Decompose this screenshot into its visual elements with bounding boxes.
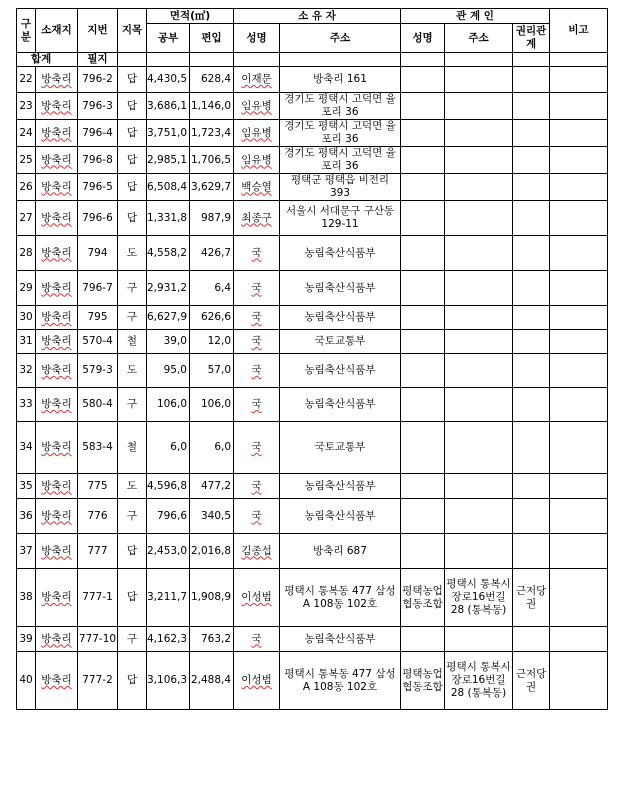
row-rel-right (513, 474, 550, 499)
row-location: 방축리 (36, 388, 78, 422)
row-rel-addr (445, 201, 513, 236)
row-owner-name: 백승열 (234, 174, 280, 201)
row-remark (550, 147, 608, 174)
row-rel-addr: 평택시 통복시장로16번길 28 (통복동) (445, 569, 513, 627)
row-area-total: 4,430,5 (147, 67, 190, 93)
row-owner-addr: 농림축산식품부 (280, 627, 401, 652)
row-rel-right (513, 627, 550, 652)
row-area-total: 1,331,8 (147, 201, 190, 236)
row-lot: 796-7 (78, 271, 118, 306)
row-owner-name: 이성범 (234, 652, 280, 710)
row-rel-name (401, 354, 445, 388)
row-owner-addr: 방축리 161 (280, 67, 401, 93)
row-area-incl: 1,706,5 (190, 147, 234, 174)
row-number: 28 (17, 236, 36, 271)
row-rel-right (513, 330, 550, 354)
row-owner-addr: 농림축산식품부 (280, 474, 401, 499)
header-area-incl: 편입 (190, 24, 234, 53)
row-owner-addr: 경기도 평택시 고덕면 율포리 36 (280, 120, 401, 147)
row-rel-addr (445, 627, 513, 652)
row-owner-name: 이성범 (234, 569, 280, 627)
row-area-incl: 2,016,8 (190, 534, 234, 569)
row-lot: 796-6 (78, 201, 118, 236)
table-row (17, 330, 608, 354)
row-rel-addr: 평택시 통복시장로16번길 28 (통복동) (445, 652, 513, 710)
row-location: 방축리 (36, 330, 78, 354)
row-owner-name: 국 (234, 306, 280, 330)
row-category: 구 (118, 306, 147, 330)
row-remark (550, 67, 608, 93)
row-owner-name: 국 (234, 474, 280, 499)
row-number: 25 (17, 147, 36, 174)
row-rel-right (513, 67, 550, 93)
row-rel-addr (445, 499, 513, 534)
row-area-incl: 763,2 (190, 627, 234, 652)
row-rel-addr (445, 67, 513, 93)
row-number: 36 (17, 499, 36, 534)
row-category: 구 (118, 388, 147, 422)
header-owner-addr: 주소 (280, 24, 401, 53)
row-number: 29 (17, 271, 36, 306)
row-remark (550, 330, 608, 354)
row-rel-addr (445, 147, 513, 174)
row-area-incl: 2,488,4 (190, 652, 234, 710)
row-rel-addr (445, 93, 513, 120)
row-owner-addr: 국토교통부 (280, 422, 401, 474)
row-rel-addr (445, 388, 513, 422)
row-owner-addr: 서울시 서대문구 구산동 129-11 (280, 201, 401, 236)
table-row (17, 271, 608, 306)
table-row (17, 147, 608, 174)
row-number: 34 (17, 422, 36, 474)
row-remark (550, 422, 608, 474)
header-related: 관 계 인 (401, 9, 550, 24)
row-category: 구 (118, 627, 147, 652)
row-owner-name: 국 (234, 499, 280, 534)
summary-count: 필지 (78, 53, 118, 67)
row-area-total: 6,508,4 (147, 174, 190, 201)
row-number: 27 (17, 201, 36, 236)
row-owner-name: 최종구 (234, 201, 280, 236)
row-owner-addr: 농림축산식품부 (280, 499, 401, 534)
row-area-incl: 1,723,4 (190, 120, 234, 147)
row-number: 35 (17, 474, 36, 499)
row-owner-name: 김종섭 (234, 534, 280, 569)
row-rel-name (401, 67, 445, 93)
row-category: 답 (118, 201, 147, 236)
row-rel-name: 평택농업협동조합 (401, 652, 445, 710)
table-row (17, 534, 608, 569)
row-rel-name (401, 236, 445, 271)
row-area-total: 6,627,9 (147, 306, 190, 330)
row-location: 방축리 (36, 147, 78, 174)
row-owner-name: 임유병 (234, 120, 280, 147)
row-rel-name (401, 422, 445, 474)
row-owner-addr: 농림축산식품부 (280, 388, 401, 422)
row-number: 40 (17, 652, 36, 710)
row-owner-name: 이재문 (234, 67, 280, 93)
row-area-incl: 477,2 (190, 474, 234, 499)
row-category: 답 (118, 652, 147, 710)
row-owner-addr: 농림축산식품부 (280, 306, 401, 330)
row-number: 30 (17, 306, 36, 330)
row-location: 방축리 (36, 627, 78, 652)
row-rel-right (513, 354, 550, 388)
summary-row (17, 53, 608, 67)
row-lot: 796-5 (78, 174, 118, 201)
row-location: 방축리 (36, 201, 78, 236)
row-category: 도 (118, 354, 147, 388)
row-area-total: 6,0 (147, 422, 190, 474)
row-number: 32 (17, 354, 36, 388)
row-owner-name: 임유병 (234, 147, 280, 174)
row-rel-addr (445, 422, 513, 474)
row-area-total: 2,453,0 (147, 534, 190, 569)
row-location: 방축리 (36, 569, 78, 627)
row-rel-name (401, 271, 445, 306)
row-number: 38 (17, 569, 36, 627)
row-rel-name (401, 306, 445, 330)
row-owner-name: 국 (234, 236, 280, 271)
row-owner-addr: 농림축산식품부 (280, 236, 401, 271)
row-lot: 796-3 (78, 93, 118, 120)
row-remark (550, 652, 608, 710)
row-remark (550, 627, 608, 652)
row-lot: 795 (78, 306, 118, 330)
row-owner-name: 국 (234, 271, 280, 306)
row-number: 39 (17, 627, 36, 652)
row-area-total: 3,211,7 (147, 569, 190, 627)
row-rel-addr (445, 534, 513, 569)
row-area-total: 796,6 (147, 499, 190, 534)
row-location: 방축리 (36, 499, 78, 534)
row-remark (550, 120, 608, 147)
row-category: 구 (118, 271, 147, 306)
land-registry-table (16, 8, 608, 710)
row-rel-name (401, 201, 445, 236)
row-location: 방축리 (36, 534, 78, 569)
table-row (17, 388, 608, 422)
row-owner-name: 국 (234, 422, 280, 474)
table-row (17, 354, 608, 388)
table-row (17, 306, 608, 330)
row-rel-right (513, 306, 550, 330)
row-area-incl: 628,4 (190, 67, 234, 93)
row-owner-addr: 평택시 통복동 477 삼성A 108동 102호 (280, 652, 401, 710)
row-number: 31 (17, 330, 36, 354)
row-category: 철 (118, 422, 147, 474)
row-remark (550, 354, 608, 388)
row-category: 답 (118, 93, 147, 120)
header-category: 지목 (118, 9, 147, 53)
row-remark (550, 306, 608, 330)
row-remark (550, 201, 608, 236)
row-number: 37 (17, 534, 36, 569)
table-row (17, 569, 608, 627)
table-row (17, 67, 608, 93)
row-category: 답 (118, 174, 147, 201)
row-rel-addr (445, 330, 513, 354)
row-rel-addr (445, 174, 513, 201)
summary-label: 합계 (17, 53, 78, 67)
row-rel-name (401, 174, 445, 201)
row-lot: 570-4 (78, 330, 118, 354)
row-category: 답 (118, 534, 147, 569)
row-rel-name (401, 627, 445, 652)
row-location: 방축리 (36, 174, 78, 201)
row-category: 철 (118, 330, 147, 354)
row-owner-addr: 방축리 687 (280, 534, 401, 569)
row-remark (550, 388, 608, 422)
row-area-total: 95,0 (147, 354, 190, 388)
table-row (17, 93, 608, 120)
row-rel-right (513, 147, 550, 174)
row-rel-addr (445, 306, 513, 330)
row-rel-right: 근저당권 (513, 569, 550, 627)
row-rel-name (401, 534, 445, 569)
row-owner-name: 국 (234, 388, 280, 422)
row-rel-name (401, 330, 445, 354)
row-area-incl: 12,0 (190, 330, 234, 354)
row-rel-right (513, 388, 550, 422)
row-rel-addr (445, 474, 513, 499)
table-row (17, 120, 608, 147)
header-owner-name: 성명 (234, 24, 280, 53)
row-remark (550, 474, 608, 499)
row-area-total: 3,751,0 (147, 120, 190, 147)
table-row (17, 422, 608, 474)
row-area-incl: 1,146,0 (190, 93, 234, 120)
row-rel-name: 평택농업협동조합 (401, 569, 445, 627)
header-rel-name: 성명 (401, 24, 445, 53)
row-rel-name (401, 388, 445, 422)
row-area-incl: 1,908,9 (190, 569, 234, 627)
row-owner-addr: 경기도 평택시 고덕면 율포리 36 (280, 147, 401, 174)
row-rel-right (513, 422, 550, 474)
row-remark (550, 174, 608, 201)
table-row (17, 174, 608, 201)
row-rel-right (513, 93, 550, 120)
row-owner-addr: 경기도 평택시 고덕면 율포리 36 (280, 93, 401, 120)
row-area-total: 4,558,2 (147, 236, 190, 271)
header-gubun: 구분 (17, 9, 36, 53)
table-row (17, 201, 608, 236)
header-rel-addr: 주소 (445, 24, 513, 53)
row-area-total: 3,106,3 (147, 652, 190, 710)
row-owner-addr: 농림축산식품부 (280, 354, 401, 388)
row-area-total: 4,596,8 (147, 474, 190, 499)
row-rel-name (401, 93, 445, 120)
row-rel-name (401, 147, 445, 174)
row-lot: 583-4 (78, 422, 118, 474)
row-area-total: 3,686,1 (147, 93, 190, 120)
row-area-incl: 57,0 (190, 354, 234, 388)
row-category: 구 (118, 499, 147, 534)
row-rel-addr (445, 354, 513, 388)
row-remark (550, 93, 608, 120)
row-lot: 796-8 (78, 147, 118, 174)
row-area-incl: 426,7 (190, 236, 234, 271)
row-owner-name: 국 (234, 354, 280, 388)
row-location: 방축리 (36, 306, 78, 330)
row-location: 방축리 (36, 422, 78, 474)
row-category: 답 (118, 120, 147, 147)
row-area-total: 39,0 (147, 330, 190, 354)
row-rel-right (513, 201, 550, 236)
row-location: 방축리 (36, 120, 78, 147)
row-rel-addr (445, 271, 513, 306)
row-lot: 579-3 (78, 354, 118, 388)
header-rel-right: 권리관계 (513, 24, 550, 53)
row-owner-name: 국 (234, 330, 280, 354)
row-owner-name: 임유병 (234, 93, 280, 120)
row-number: 26 (17, 174, 36, 201)
row-location: 방축리 (36, 354, 78, 388)
header-location: 소재지 (36, 9, 78, 53)
row-remark (550, 569, 608, 627)
row-lot: 777-10 (78, 627, 118, 652)
row-lot: 796-2 (78, 67, 118, 93)
row-category: 답 (118, 569, 147, 627)
row-location: 방축리 (36, 236, 78, 271)
row-rel-right (513, 174, 550, 201)
row-rel-right (513, 534, 550, 569)
row-area-incl: 3,629,7 (190, 174, 234, 201)
row-location: 방축리 (36, 474, 78, 499)
row-area-incl: 106,0 (190, 388, 234, 422)
row-category: 답 (118, 147, 147, 174)
row-number: 24 (17, 120, 36, 147)
row-owner-addr: 국토교통부 (280, 330, 401, 354)
row-rel-name (401, 474, 445, 499)
row-rel-addr (445, 120, 513, 147)
row-lot: 777 (78, 534, 118, 569)
row-remark (550, 499, 608, 534)
header-remark: 비고 (550, 9, 608, 53)
row-number: 22 (17, 67, 36, 93)
row-owner-addr: 평택군 평택읍 비전리 393 (280, 174, 401, 201)
row-rel-right (513, 271, 550, 306)
row-location: 방축리 (36, 271, 78, 306)
row-remark (550, 236, 608, 271)
row-lot: 580-4 (78, 388, 118, 422)
row-area-incl: 340,5 (190, 499, 234, 534)
table-row (17, 474, 608, 499)
row-owner-addr: 농림축산식품부 (280, 271, 401, 306)
row-area-total: 4,162,3 (147, 627, 190, 652)
row-area-incl: 987,9 (190, 201, 234, 236)
row-category: 도 (118, 474, 147, 499)
row-area-total: 2,931,2 (147, 271, 190, 306)
row-lot: 777-1 (78, 569, 118, 627)
row-rel-addr (445, 236, 513, 271)
row-location: 방축리 (36, 652, 78, 710)
row-rel-right: 근저당권 (513, 652, 550, 710)
row-owner-addr: 평택시 통복동 477 삼성A 108동 102호 (280, 569, 401, 627)
row-number: 33 (17, 388, 36, 422)
row-owner-name: 국 (234, 627, 280, 652)
table-row (17, 627, 608, 652)
row-area-total: 106,0 (147, 388, 190, 422)
row-area-incl: 6,4 (190, 271, 234, 306)
header-lot: 지번 (78, 9, 118, 53)
row-lot: 776 (78, 499, 118, 534)
row-area-total: 2,985,1 (147, 147, 190, 174)
row-rel-right (513, 499, 550, 534)
row-category: 답 (118, 67, 147, 93)
row-lot: 777-2 (78, 652, 118, 710)
header-owner: 소 유 자 (234, 9, 401, 24)
header-area-total: 공부 (147, 24, 190, 53)
row-lot: 794 (78, 236, 118, 271)
row-rel-name (401, 499, 445, 534)
row-number: 23 (17, 93, 36, 120)
row-location: 방축리 (36, 93, 78, 120)
row-rel-name (401, 120, 445, 147)
row-rel-right (513, 120, 550, 147)
row-remark (550, 271, 608, 306)
table-row (17, 499, 608, 534)
row-rel-right (513, 236, 550, 271)
row-lot: 796-4 (78, 120, 118, 147)
table-row (17, 236, 608, 271)
row-location: 방축리 (36, 67, 78, 93)
row-category: 도 (118, 236, 147, 271)
header-area: 면적(㎡) (147, 9, 234, 24)
table-row (17, 652, 608, 710)
row-lot: 775 (78, 474, 118, 499)
row-remark (550, 534, 608, 569)
row-area-incl: 6,0 (190, 422, 234, 474)
row-area-incl: 626,6 (190, 306, 234, 330)
